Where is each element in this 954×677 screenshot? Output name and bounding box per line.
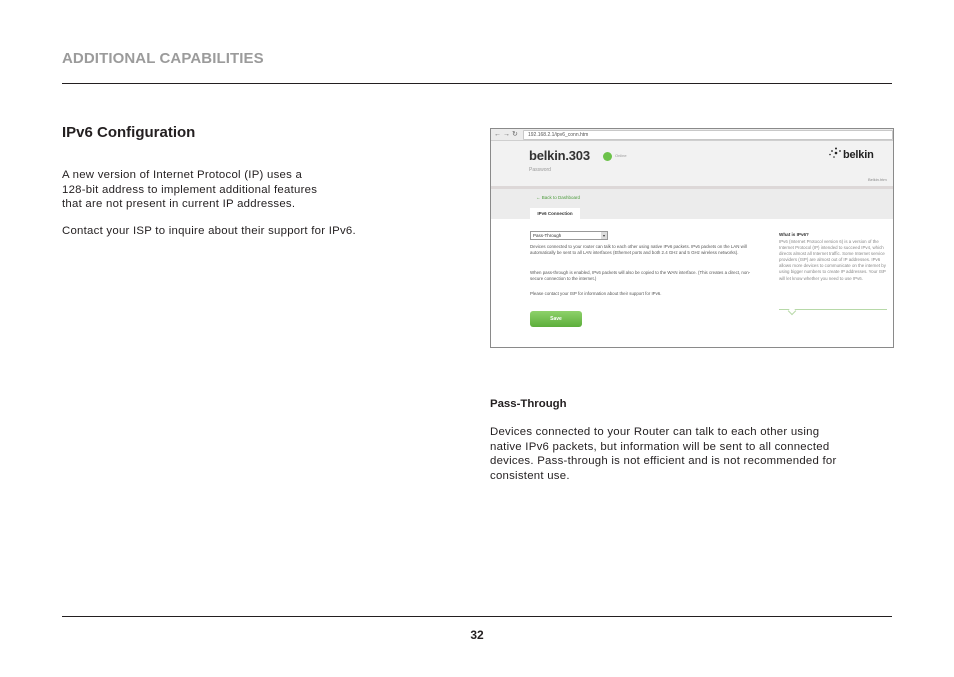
back-to-dashboard-link[interactable]: ← Back to Dashboard	[536, 195, 581, 200]
dropdown-arrow-icon: ▾	[602, 233, 605, 238]
description-paragraph: Please contact your ISP for information about their support for IPv6.	[530, 291, 662, 296]
section-header: ADDITIONAL CAPABILITIES	[62, 50, 264, 67]
save-button[interactable]: Save	[530, 311, 582, 327]
status-dot-icon	[603, 152, 612, 161]
url-text: 192.168.2.1/ipv6_conn.htm	[528, 132, 589, 138]
intro-line: 128-bit address to implement additional features	[62, 183, 318, 196]
help-text: IPv6 (Internet Protocol version 6) is a version of the Internet Protocol (IP) intended to succeed IPv4, which directs almost all Internet traffic. Some Internet service providers (ISP) are almost out of IP addresses. IPv6 allows more devices to communicate on the internet by using bigger numbers to create IP addresses. Your ISP will let know whether you need to use IPv6.	[779, 239, 886, 281]
pass-through-line: Devices connected to your Router can talk to each other using	[490, 426, 820, 438]
intro-paragraph	[62, 168, 362, 212]
url-box	[523, 130, 893, 140]
router-brand: belkin.303	[529, 148, 590, 163]
contact-paragraph: Contact your ISP to inquire about their support for IPv6.	[62, 225, 356, 237]
description-paragraph: Devices connected to your router can talk to each other using native IPv6 packets. IPv6 packets on the LAN will automatically be sent to all LAN interfaces (Ethernet ports and both 2.4 GHz and 5 GHz wireless networks).	[530, 244, 747, 256]
header-link[interactable]: Belkin.htm	[868, 177, 887, 182]
intro-line: that are not present in current IP addresses.	[62, 198, 296, 210]
router-header	[491, 141, 893, 186]
router-screenshot	[490, 128, 894, 348]
pass-through-line: devices. Pass-through is not efficient and is not recommended for	[490, 455, 837, 467]
tab-ipv6-connection[interactable]: IPv6 Connection	[530, 208, 580, 219]
page-number: 32	[470, 628, 484, 642]
top-rule	[62, 83, 892, 84]
status-text: Online	[615, 153, 627, 158]
mode-select-value: Pass-Through	[533, 233, 562, 238]
forward-arrow-icon: →	[503, 131, 510, 138]
pass-through-paragraph	[490, 425, 890, 483]
bottom-rule	[62, 616, 892, 617]
reload-icon: ↻	[512, 131, 518, 138]
belkin-logo-text: belkin	[843, 149, 874, 161]
help-title: What is IPv6?	[779, 232, 809, 237]
description-paragraph: When pass-through is enabled, IPv6 packets will also be copied to the WAN interface. (This creates a direct, non-secure connection to the internet.)	[530, 270, 751, 282]
browser-bar	[491, 129, 893, 141]
mode-select[interactable]	[530, 231, 608, 240]
password-label: Password	[529, 167, 551, 173]
back-arrow-icon: ←	[494, 131, 501, 138]
pass-through-line: native IPv6 packets, but information will be sent to all connected	[490, 440, 830, 453]
page-title: IPv6 Configuration	[62, 124, 196, 141]
intro-line: A new version of Internet Protocol (IP) uses a	[62, 169, 303, 181]
pass-through-title: Pass-Through	[490, 398, 567, 410]
pass-through-line: consistent use.	[490, 469, 570, 482]
belkin-logo-icon	[829, 147, 843, 159]
